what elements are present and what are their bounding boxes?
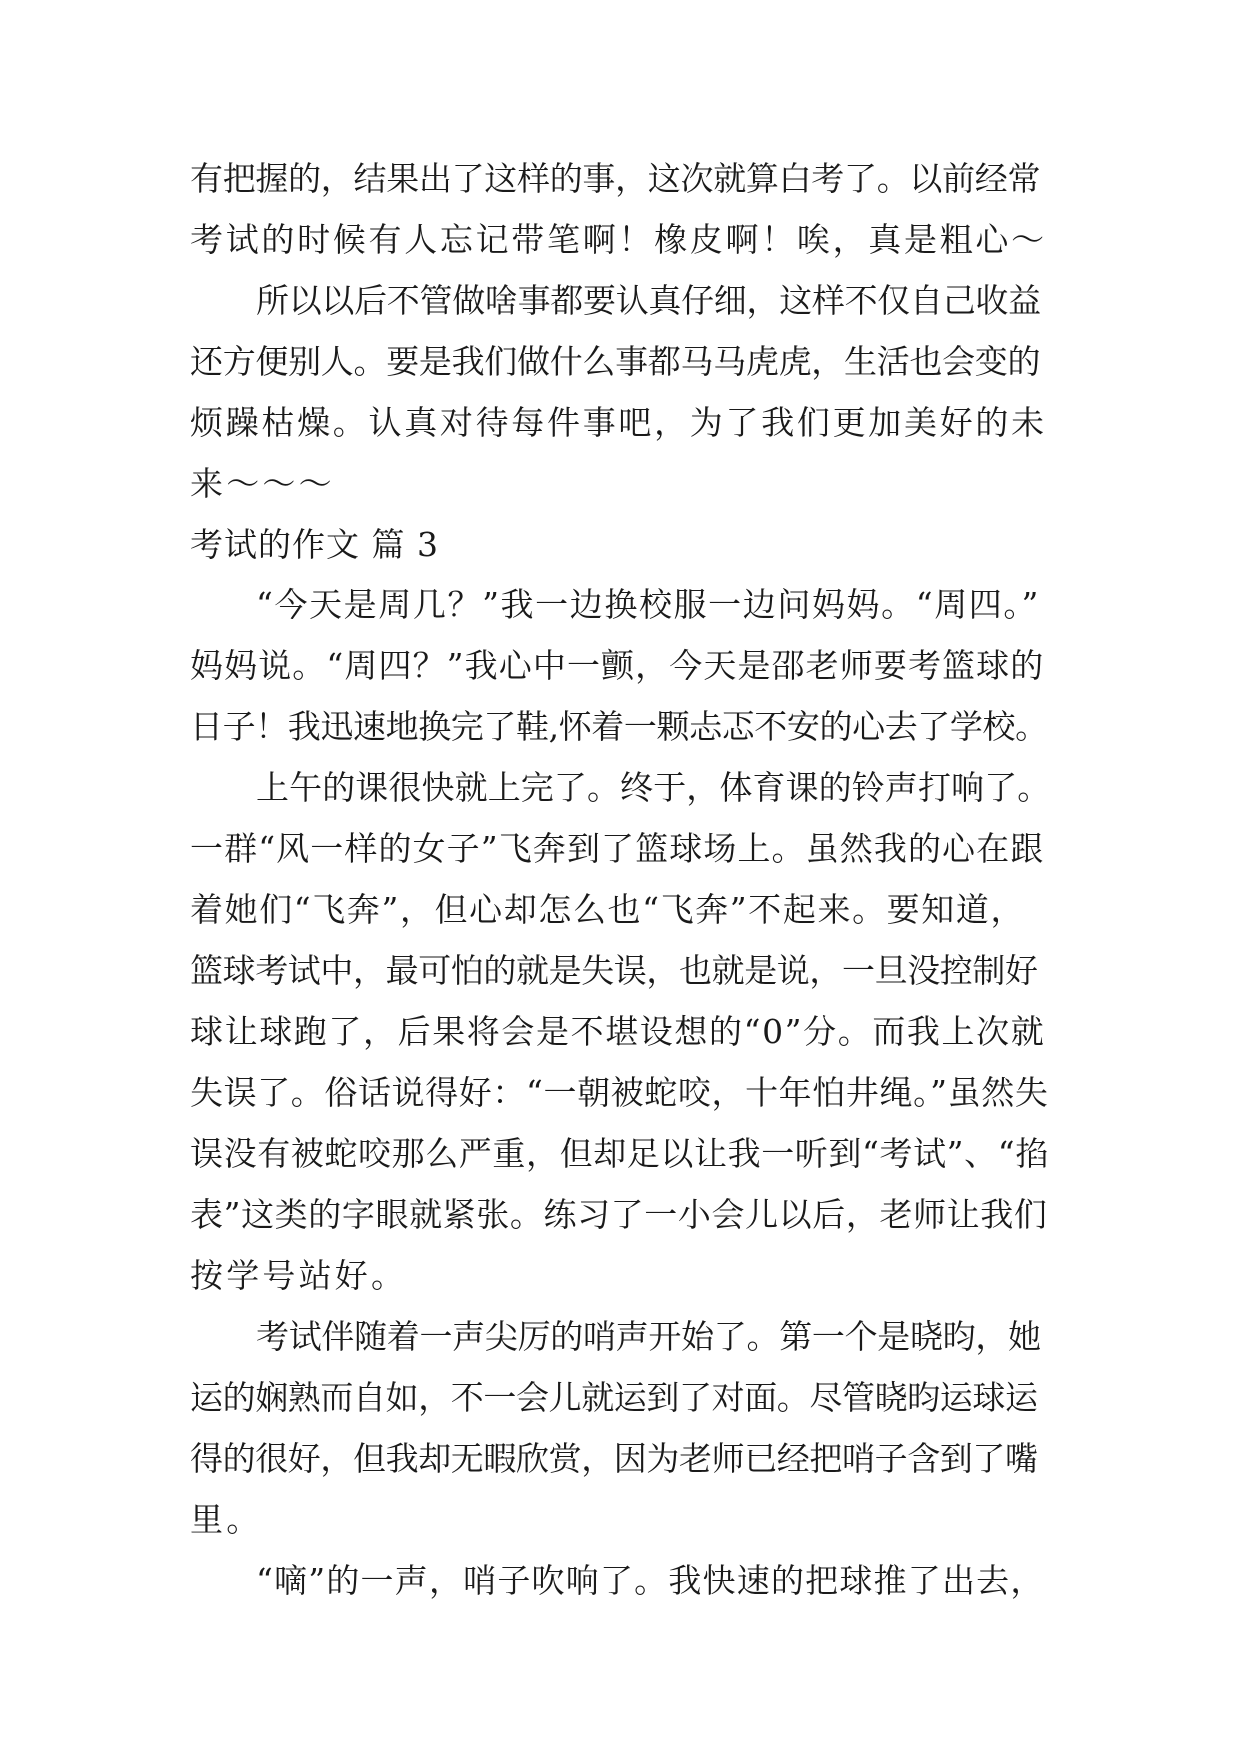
text-line: 误没有被蛇咬那么严重，但却足以让我一听到“考试”、“掐: [190, 1134, 1049, 1173]
section-heading: 考试的作文 篇 3: [190, 525, 439, 564]
essay-body: [190, 160, 1050, 1623]
text-line: 有把握的，结果出了这样的事，这次就算白考了。以前经常: [190, 159, 1041, 198]
text-line: 还方便别人。要是我们做什么事都马马虎虎，生活也会变的: [190, 342, 1041, 381]
text-line: 里。: [190, 1500, 263, 1539]
text-line: 着她们“飞奔”，但心却怎么也“飞奔”不起来。要知道，: [190, 890, 1026, 929]
text-line: 考试的时候有人忘记带笔啊！橡皮啊！唉，真是粗心～: [190, 220, 1047, 259]
paragraph-start-line: 上午的课很快就上完了。终于，体育课的铃声打响了。: [256, 768, 1051, 807]
text-line: 日子！我迅速地换完了鞋,怀着一颗忐忑不安的心去了学校。: [190, 707, 1048, 746]
text-line: 一群“风一样的女子”飞奔到了篮球场上。虽然我的心在跟: [190, 829, 1045, 868]
text-line: 妈妈说。“周四？”我心中一颤，今天是邵老师要考篮球的: [190, 646, 1045, 685]
paragraph-start-line: 考试伴随着一声尖厉的哨声开始了。第一个是晓昀，她: [256, 1317, 1041, 1356]
paragraph-start-line: 所以以后不管做啥事都要认真仔细，这样不仅自己收益: [256, 281, 1041, 320]
text-line: 失误了。俗话说得好：“一朝被蛇咬，十年怕井绳。”虽然失: [190, 1073, 1049, 1112]
text-line: 来～～～: [190, 464, 335, 503]
text-line: 运的娴熟而自如，不一会儿就运到了对面。尽管晓昀运球运: [190, 1378, 1038, 1417]
paragraph-start-line: “今天是周几？”我一边换校服一边问妈妈。“周四。”: [256, 585, 1040, 624]
text-line: 篮球考试中，最可怕的就是失误，也就是说，一旦没控制好: [190, 951, 1038, 990]
text-line: 烦躁枯燥。认真对待每件事吧，为了我们更加美好的未: [190, 403, 1047, 442]
text-line: 得的很好，但我却无暇欣赏，因为老师已经把哨子含到了嘴: [190, 1439, 1038, 1478]
text-line: 按学号站好。: [190, 1256, 408, 1295]
text-line: 表”这类的字眼就紧张。练习了一小会儿以后，老师让我们: [190, 1195, 1048, 1234]
paragraph-start-line: “嘀”的一声，哨子吹响了。我快速的把球推了出去，: [256, 1561, 1045, 1600]
text-line: 球让球跑了，后果将会是不堪设想的“0”分。而我上次就: [190, 1012, 1046, 1051]
